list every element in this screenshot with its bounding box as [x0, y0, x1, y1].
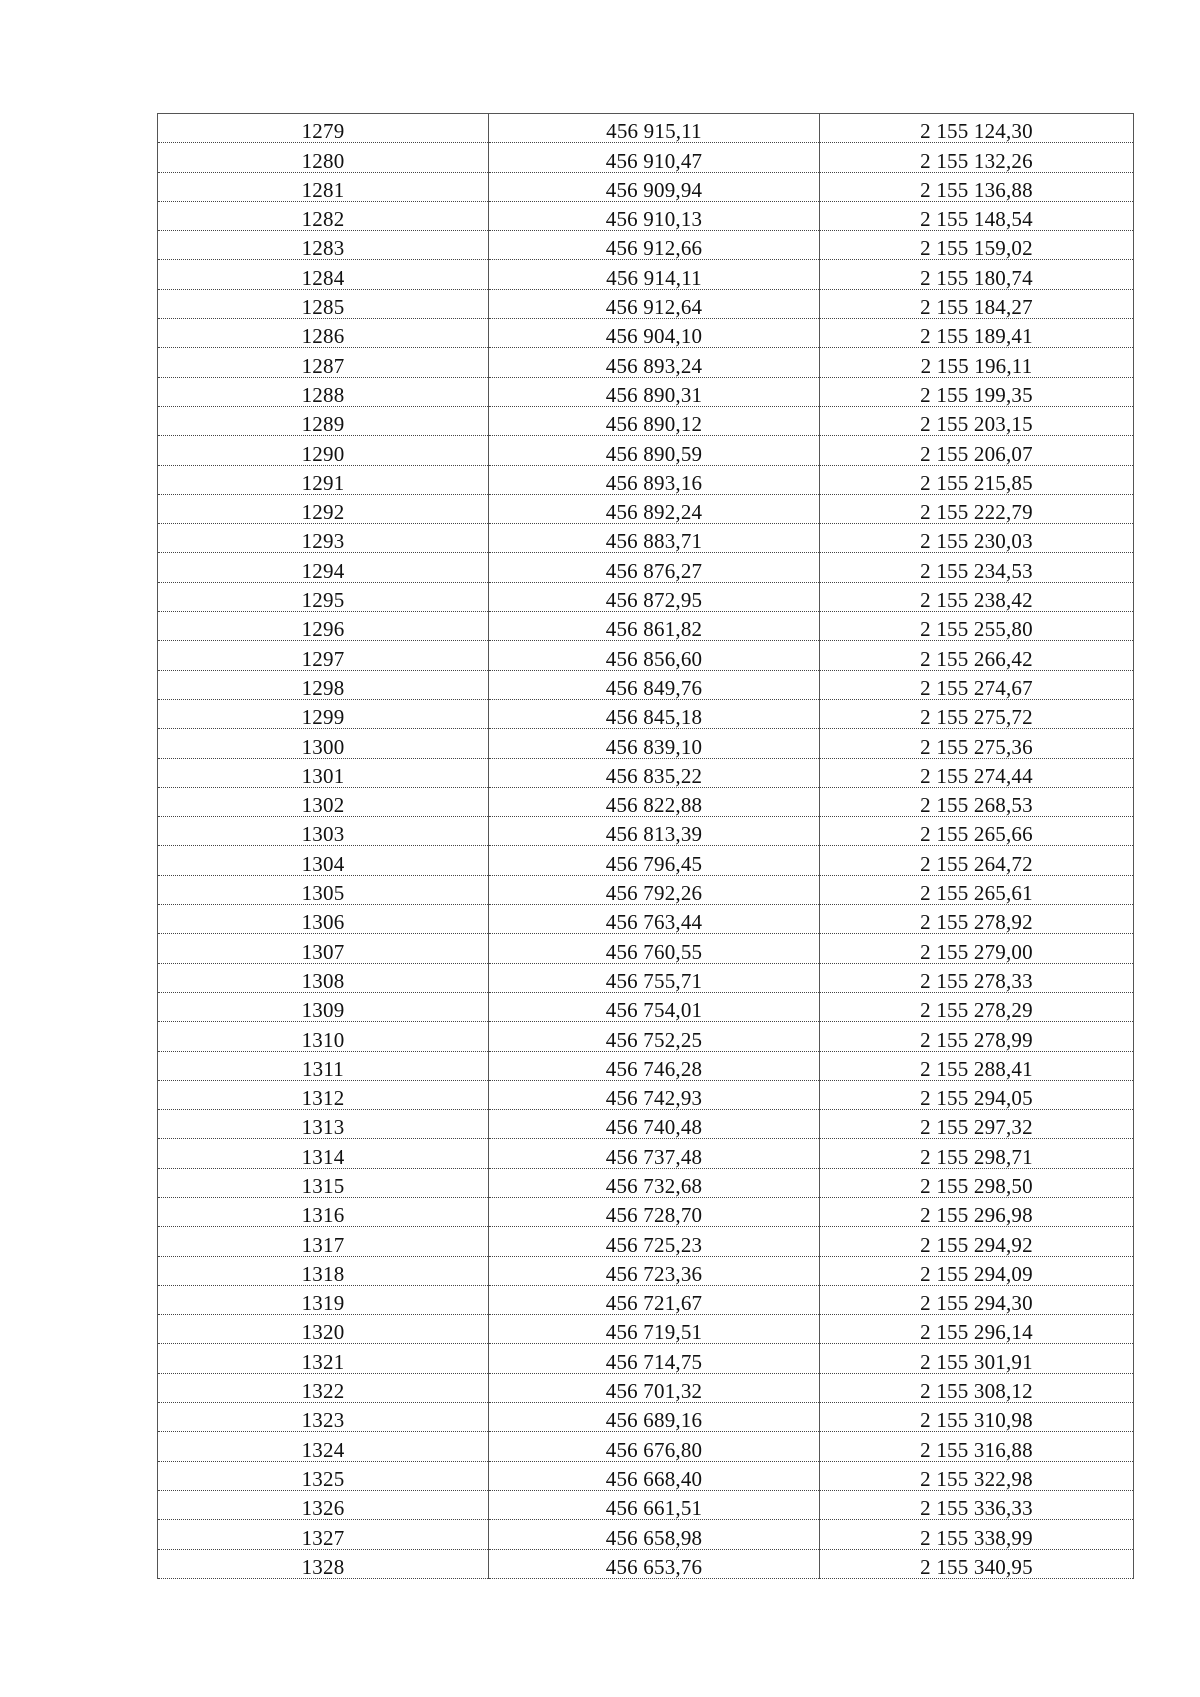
- x-coordinate-cell: 456 796,45: [489, 846, 820, 875]
- point-number-cell: 1325: [158, 1461, 489, 1490]
- y-coordinate-cell: 2 155 298,71: [820, 1139, 1134, 1168]
- table-row: [158, 846, 1134, 875]
- x-coordinate-cell: 456 668,40: [489, 1461, 820, 1490]
- table-row: [158, 1432, 1134, 1461]
- table-row: [158, 143, 1134, 172]
- point-number-cell: 1288: [158, 377, 489, 406]
- point-number-cell: 1308: [158, 963, 489, 992]
- table-row: [158, 1373, 1134, 1402]
- x-coordinate-cell: 456 661,51: [489, 1490, 820, 1519]
- table-row: [158, 582, 1134, 611]
- y-coordinate-cell: 2 155 199,35: [820, 377, 1134, 406]
- x-coordinate-cell: 456 845,18: [489, 699, 820, 728]
- x-coordinate-cell: 456 723,36: [489, 1256, 820, 1285]
- y-coordinate-cell: 2 155 265,66: [820, 817, 1134, 846]
- table-row: [158, 289, 1134, 318]
- x-coordinate-cell: 456 890,12: [489, 406, 820, 435]
- point-number-cell: 1306: [158, 905, 489, 934]
- point-number-cell: 1297: [158, 641, 489, 670]
- point-number-cell: 1322: [158, 1373, 489, 1402]
- y-coordinate-cell: 2 155 196,11: [820, 348, 1134, 377]
- point-number-cell: 1316: [158, 1197, 489, 1226]
- point-number-cell: 1279: [158, 114, 489, 143]
- x-coordinate-cell: 456 890,59: [489, 436, 820, 465]
- coordinates-table-body: [158, 114, 1134, 1579]
- y-coordinate-cell: 2 155 189,41: [820, 319, 1134, 348]
- table-row: [158, 1285, 1134, 1314]
- x-coordinate-cell: 456 912,64: [489, 289, 820, 318]
- table-row: [158, 172, 1134, 201]
- point-number-cell: 1324: [158, 1432, 489, 1461]
- y-coordinate-cell: 2 155 278,99: [820, 1022, 1134, 1051]
- table-row: [158, 494, 1134, 523]
- x-coordinate-cell: 456 892,24: [489, 494, 820, 523]
- table-row: [158, 1022, 1134, 1051]
- x-coordinate-cell: 456 839,10: [489, 729, 820, 758]
- table-row: [158, 348, 1134, 377]
- y-coordinate-cell: 2 155 310,98: [820, 1403, 1134, 1432]
- x-coordinate-cell: 456 909,94: [489, 172, 820, 201]
- point-number-cell: 1283: [158, 231, 489, 260]
- y-coordinate-cell: 2 155 255,80: [820, 612, 1134, 641]
- table-row: [158, 1520, 1134, 1549]
- point-number-cell: 1296: [158, 612, 489, 641]
- x-coordinate-cell: 456 910,13: [489, 201, 820, 230]
- y-coordinate-cell: 2 155 294,09: [820, 1256, 1134, 1285]
- x-coordinate-cell: 456 653,76: [489, 1549, 820, 1578]
- y-coordinate-cell: 2 155 234,53: [820, 553, 1134, 582]
- point-number-cell: 1323: [158, 1403, 489, 1432]
- x-coordinate-cell: 456 890,31: [489, 377, 820, 406]
- point-number-cell: 1318: [158, 1256, 489, 1285]
- point-number-cell: 1284: [158, 260, 489, 289]
- y-coordinate-cell: 2 155 264,72: [820, 846, 1134, 875]
- table-row: [158, 1315, 1134, 1344]
- y-coordinate-cell: 2 155 230,03: [820, 524, 1134, 553]
- point-number-cell: 1326: [158, 1490, 489, 1519]
- x-coordinate-cell: 456 893,16: [489, 465, 820, 494]
- x-coordinate-cell: 456 883,71: [489, 524, 820, 553]
- y-coordinate-cell: 2 155 297,32: [820, 1110, 1134, 1139]
- x-coordinate-cell: 456 725,23: [489, 1227, 820, 1256]
- x-coordinate-cell: 456 763,44: [489, 905, 820, 934]
- table-row: [158, 1490, 1134, 1519]
- table-row: [158, 1051, 1134, 1080]
- x-coordinate-cell: 456 876,27: [489, 553, 820, 582]
- x-coordinate-cell: 456 701,32: [489, 1373, 820, 1402]
- point-number-cell: 1280: [158, 143, 489, 172]
- table-row: [158, 1549, 1134, 1578]
- table-row: [158, 1139, 1134, 1168]
- table-row: [158, 1110, 1134, 1139]
- table-row: [158, 787, 1134, 816]
- x-coordinate-cell: 456 792,26: [489, 875, 820, 904]
- x-coordinate-cell: 456 813,39: [489, 817, 820, 846]
- y-coordinate-cell: 2 155 296,14: [820, 1315, 1134, 1344]
- x-coordinate-cell: 456 822,88: [489, 787, 820, 816]
- y-coordinate-cell: 2 155 266,42: [820, 641, 1134, 670]
- table-row: [158, 699, 1134, 728]
- y-coordinate-cell: 2 155 340,95: [820, 1549, 1134, 1578]
- y-coordinate-cell: 2 155 316,88: [820, 1432, 1134, 1461]
- table-row: [158, 1227, 1134, 1256]
- y-coordinate-cell: 2 155 206,07: [820, 436, 1134, 465]
- point-number-cell: 1281: [158, 172, 489, 201]
- point-number-cell: 1321: [158, 1344, 489, 1373]
- point-number-cell: 1286: [158, 319, 489, 348]
- x-coordinate-cell: 456 721,67: [489, 1285, 820, 1314]
- x-coordinate-cell: 456 752,25: [489, 1022, 820, 1051]
- x-coordinate-cell: 456 719,51: [489, 1315, 820, 1344]
- x-coordinate-cell: 456 835,22: [489, 758, 820, 787]
- table-row: [158, 260, 1134, 289]
- table-row: [158, 1080, 1134, 1109]
- x-coordinate-cell: 456 849,76: [489, 670, 820, 699]
- y-coordinate-cell: 2 155 294,30: [820, 1285, 1134, 1314]
- y-coordinate-cell: 2 155 278,29: [820, 992, 1134, 1021]
- y-coordinate-cell: 2 155 275,36: [820, 729, 1134, 758]
- point-number-cell: 1307: [158, 934, 489, 963]
- y-coordinate-cell: 2 155 132,26: [820, 143, 1134, 172]
- x-coordinate-cell: 456 714,75: [489, 1344, 820, 1373]
- y-coordinate-cell: 2 155 274,44: [820, 758, 1134, 787]
- table-row: [158, 1256, 1134, 1285]
- table-row: [158, 641, 1134, 670]
- point-number-cell: 1312: [158, 1080, 489, 1109]
- table-row: [158, 817, 1134, 846]
- point-number-cell: 1302: [158, 787, 489, 816]
- table-row: [158, 553, 1134, 582]
- point-number-cell: 1310: [158, 1022, 489, 1051]
- x-coordinate-cell: 456 742,93: [489, 1080, 820, 1109]
- y-coordinate-cell: 2 155 275,72: [820, 699, 1134, 728]
- coordinates-table: [157, 113, 1134, 1579]
- table-row: [158, 1344, 1134, 1373]
- point-number-cell: 1294: [158, 553, 489, 582]
- y-coordinate-cell: 2 155 184,27: [820, 289, 1134, 318]
- y-coordinate-cell: 2 155 296,98: [820, 1197, 1134, 1226]
- y-coordinate-cell: 2 155 180,74: [820, 260, 1134, 289]
- point-number-cell: 1328: [158, 1549, 489, 1578]
- point-number-cell: 1300: [158, 729, 489, 758]
- x-coordinate-cell: 456 658,98: [489, 1520, 820, 1549]
- y-coordinate-cell: 2 155 322,98: [820, 1461, 1134, 1490]
- table-row: [158, 905, 1134, 934]
- y-coordinate-cell: 2 155 148,54: [820, 201, 1134, 230]
- point-number-cell: 1314: [158, 1139, 489, 1168]
- table-row: [158, 406, 1134, 435]
- point-number-cell: 1293: [158, 524, 489, 553]
- x-coordinate-cell: 456 912,66: [489, 231, 820, 260]
- y-coordinate-cell: 2 155 278,33: [820, 963, 1134, 992]
- point-number-cell: 1309: [158, 992, 489, 1021]
- table-row: [158, 465, 1134, 494]
- point-number-cell: 1315: [158, 1168, 489, 1197]
- y-coordinate-cell: 2 155 124,30: [820, 114, 1134, 143]
- y-coordinate-cell: 2 155 294,92: [820, 1227, 1134, 1256]
- point-number-cell: 1319: [158, 1285, 489, 1314]
- table-row: [158, 963, 1134, 992]
- point-number-cell: 1304: [158, 846, 489, 875]
- x-coordinate-cell: 456 754,01: [489, 992, 820, 1021]
- y-coordinate-cell: 2 155 308,12: [820, 1373, 1134, 1402]
- y-coordinate-cell: 2 155 301,91: [820, 1344, 1134, 1373]
- point-number-cell: 1303: [158, 817, 489, 846]
- y-coordinate-cell: 2 155 222,79: [820, 494, 1134, 523]
- point-number-cell: 1295: [158, 582, 489, 611]
- table-row: [158, 612, 1134, 641]
- y-coordinate-cell: 2 155 288,41: [820, 1051, 1134, 1080]
- table-row: [158, 1168, 1134, 1197]
- point-number-cell: 1311: [158, 1051, 489, 1080]
- table-row: [158, 670, 1134, 699]
- y-coordinate-cell: 2 155 265,61: [820, 875, 1134, 904]
- y-coordinate-cell: 2 155 279,00: [820, 934, 1134, 963]
- x-coordinate-cell: 456 861,82: [489, 612, 820, 641]
- point-number-cell: 1301: [158, 758, 489, 787]
- x-coordinate-cell: 456 910,47: [489, 143, 820, 172]
- table-row: [158, 377, 1134, 406]
- table-row: [158, 231, 1134, 260]
- x-coordinate-cell: 456 746,28: [489, 1051, 820, 1080]
- point-number-cell: 1320: [158, 1315, 489, 1344]
- y-coordinate-cell: 2 155 203,15: [820, 406, 1134, 435]
- x-coordinate-cell: 456 755,71: [489, 963, 820, 992]
- point-number-cell: 1292: [158, 494, 489, 523]
- table-row: [158, 1197, 1134, 1226]
- y-coordinate-cell: 2 155 298,50: [820, 1168, 1134, 1197]
- x-coordinate-cell: 456 904,10: [489, 319, 820, 348]
- y-coordinate-cell: 2 155 336,33: [820, 1490, 1134, 1519]
- table-row: [158, 524, 1134, 553]
- x-coordinate-cell: 456 689,16: [489, 1403, 820, 1432]
- point-number-cell: 1327: [158, 1520, 489, 1549]
- point-number-cell: 1285: [158, 289, 489, 318]
- table-row: [158, 875, 1134, 904]
- y-coordinate-cell: 2 155 278,92: [820, 905, 1134, 934]
- point-number-cell: 1299: [158, 699, 489, 728]
- x-coordinate-cell: 456 676,80: [489, 1432, 820, 1461]
- y-coordinate-cell: 2 155 338,99: [820, 1520, 1134, 1549]
- x-coordinate-cell: 456 914,11: [489, 260, 820, 289]
- table-row: [158, 201, 1134, 230]
- x-coordinate-cell: 456 737,48: [489, 1139, 820, 1168]
- x-coordinate-cell: 456 872,95: [489, 582, 820, 611]
- y-coordinate-cell: 2 155 274,67: [820, 670, 1134, 699]
- table-row: [158, 992, 1134, 1021]
- x-coordinate-cell: 456 856,60: [489, 641, 820, 670]
- x-coordinate-cell: 456 732,68: [489, 1168, 820, 1197]
- point-number-cell: 1290: [158, 436, 489, 465]
- y-coordinate-cell: 2 155 268,53: [820, 787, 1134, 816]
- point-number-cell: 1313: [158, 1110, 489, 1139]
- x-coordinate-cell: 456 915,11: [489, 114, 820, 143]
- point-number-cell: 1291: [158, 465, 489, 494]
- y-coordinate-cell: 2 155 159,02: [820, 231, 1134, 260]
- x-coordinate-cell: 456 728,70: [489, 1197, 820, 1226]
- table-row: [158, 114, 1134, 143]
- point-number-cell: 1289: [158, 406, 489, 435]
- y-coordinate-cell: 2 155 136,88: [820, 172, 1134, 201]
- point-number-cell: 1298: [158, 670, 489, 699]
- point-number-cell: 1287: [158, 348, 489, 377]
- y-coordinate-cell: 2 155 215,85: [820, 465, 1134, 494]
- point-number-cell: 1305: [158, 875, 489, 904]
- table-row: [158, 1461, 1134, 1490]
- table-row: [158, 319, 1134, 348]
- table-row: [158, 758, 1134, 787]
- y-coordinate-cell: 2 155 238,42: [820, 582, 1134, 611]
- x-coordinate-cell: 456 740,48: [489, 1110, 820, 1139]
- point-number-cell: 1282: [158, 201, 489, 230]
- table-row: [158, 729, 1134, 758]
- x-coordinate-cell: 456 893,24: [489, 348, 820, 377]
- table-row: [158, 436, 1134, 465]
- table-row: [158, 934, 1134, 963]
- x-coordinate-cell: 456 760,55: [489, 934, 820, 963]
- y-coordinate-cell: 2 155 294,05: [820, 1080, 1134, 1109]
- table-row: [158, 1403, 1134, 1432]
- point-number-cell: 1317: [158, 1227, 489, 1256]
